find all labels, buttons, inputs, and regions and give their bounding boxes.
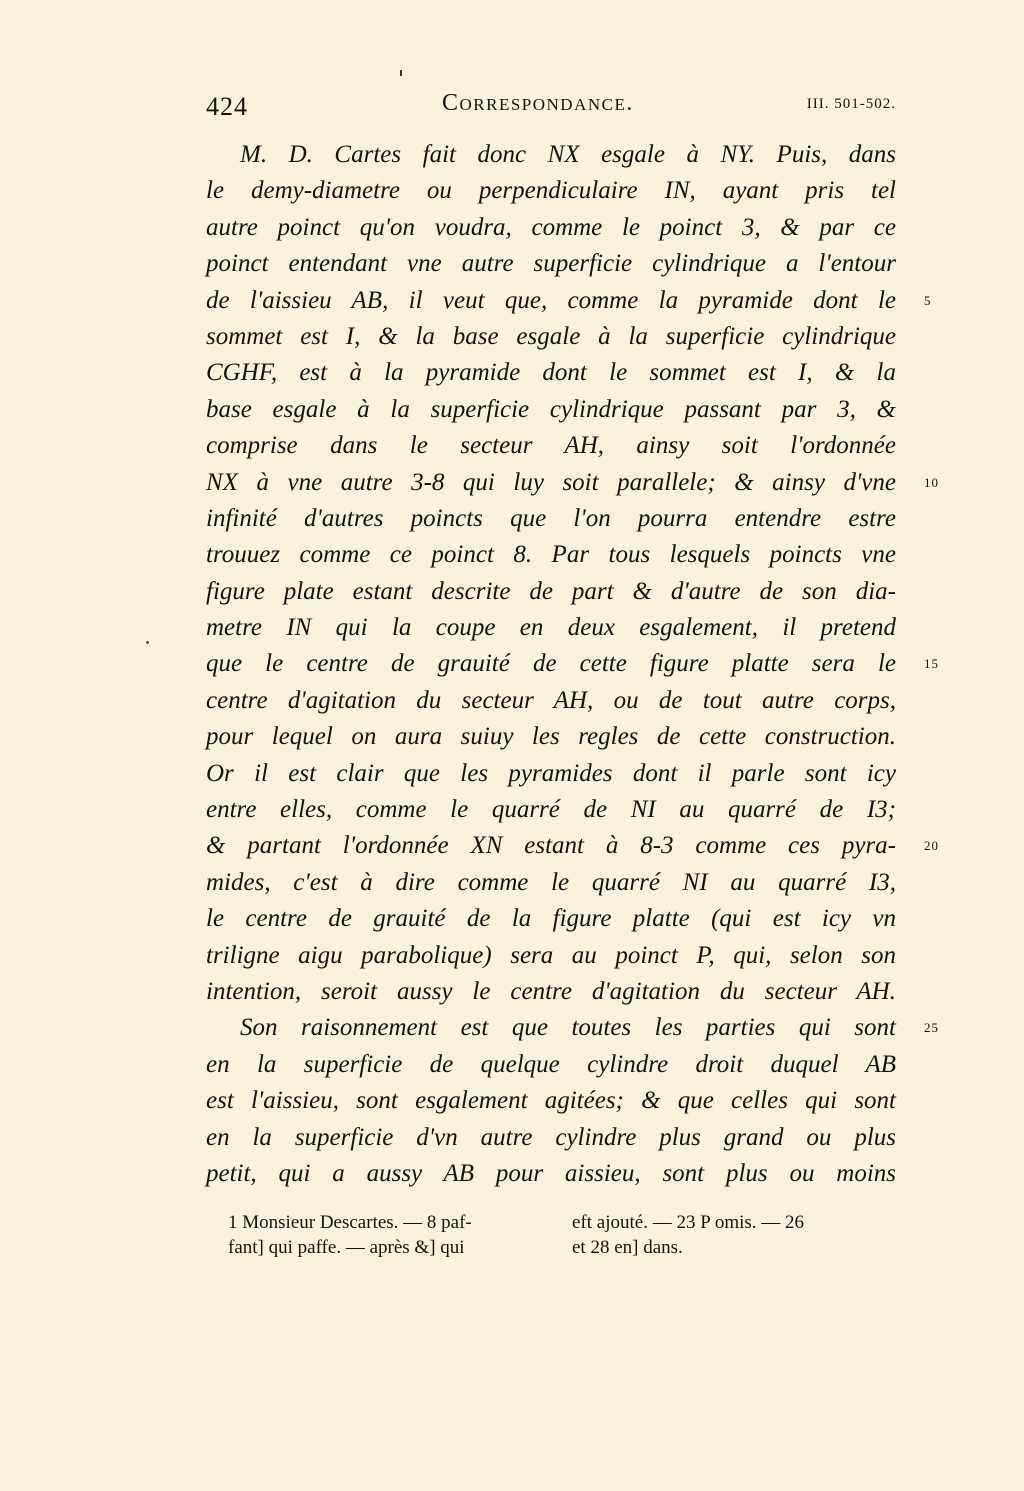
footnote-line: et 28 en] dans. bbox=[572, 1237, 683, 1258]
text-line-content: autre poinct qu'on voudra, comme le poinct 3, & par ce bbox=[206, 213, 896, 241]
page-header bbox=[206, 86, 896, 126]
text-line bbox=[206, 1047, 896, 1083]
footnotes-right-column bbox=[572, 1210, 804, 1260]
line-number: 15 bbox=[924, 656, 939, 672]
text-line bbox=[206, 792, 896, 828]
text-line-content: base esgale à la superficie cylindrique passant par 3, & bbox=[206, 395, 896, 423]
text-line-content: le demy-diametre ou perpendiculaire IN, ayant pris tel bbox=[206, 177, 896, 205]
text-line bbox=[206, 537, 896, 573]
text-line bbox=[206, 901, 896, 937]
line-number: 5 bbox=[924, 292, 932, 308]
text-line bbox=[206, 1120, 896, 1156]
line-number: 10 bbox=[924, 474, 939, 490]
text-line bbox=[206, 501, 896, 537]
running-title: Correspondance. bbox=[442, 90, 634, 116]
text-line-content: M. D. Cartes fait donc NX esgale à NY. Puis, dans bbox=[240, 141, 896, 168]
text-line bbox=[206, 173, 896, 209]
printing-mark bbox=[400, 70, 402, 76]
volume-reference: III. 501-502. bbox=[806, 96, 896, 112]
text-line-content: pour lequel on aura suiuy les regles de cette construction. bbox=[206, 723, 896, 751]
text-line-content: petit, qui a aussy AB pour aissieu, sont plus ou moins bbox=[206, 1159, 896, 1187]
text-line-content: de l'aissieu AB, il veut que, comme la pyramide dont le bbox=[206, 286, 896, 314]
footnote-line: fant] qui paffe. — après &] qui bbox=[228, 1237, 465, 1258]
text-line-content: CGHF, est à la pyramide dont le sommet est I, & la bbox=[206, 359, 896, 387]
text-line bbox=[206, 646, 939, 682]
text-line bbox=[206, 756, 896, 792]
text-line bbox=[206, 465, 939, 501]
text-line bbox=[206, 1010, 939, 1046]
text-line-content: poinct entendant vne autre superficie cylindrique a l'entour bbox=[206, 250, 896, 278]
text-line bbox=[206, 428, 896, 464]
text-line bbox=[206, 719, 896, 755]
text-line-content: Son raisonnement est que toutes les parties qui sont bbox=[240, 1014, 896, 1042]
text-line bbox=[206, 319, 896, 355]
text-line-content: triligne aigu parabolique) sera au poinct P, qui, selon son bbox=[206, 941, 896, 969]
line-number: 20 bbox=[924, 838, 939, 854]
text-line bbox=[206, 283, 932, 319]
text-line-content: intention, seroit aussy le centre d'agitation du secteur AH. bbox=[206, 977, 896, 1005]
text-line bbox=[206, 938, 896, 974]
text-line-content: en la superficie de quelque cylindre droit duquel AB bbox=[206, 1050, 896, 1078]
page-number: 424 bbox=[206, 92, 248, 121]
footnote-line: eft ajouté. — 23 P omis. — 26 bbox=[572, 1212, 805, 1233]
text-line-content: sommet est I, & la base esgale à la superficie cylindrique bbox=[206, 322, 896, 350]
text-line-content: que le centre de grauité de cette figure platte sera le bbox=[206, 650, 896, 678]
text-line bbox=[206, 392, 896, 428]
text-line-content: en la superficie d'vn autre cylindre plus grand ou plus bbox=[206, 1123, 896, 1151]
text-line bbox=[206, 574, 896, 610]
text-line-content: metre IN qui la coupe en deux esgalement, il pretend bbox=[206, 614, 896, 642]
text-line-content: Or il est clair que les pyramides dont il parle sont icy bbox=[206, 759, 896, 787]
text-line bbox=[206, 828, 939, 864]
text-line bbox=[206, 610, 896, 646]
text-line-content: figure plate estant descrite de part & d'autre de son dia- bbox=[206, 577, 896, 605]
footnotes-left-column bbox=[228, 1210, 472, 1260]
text-line-content: & partant l'ordonnée XN estant à 8-3 comme ces pyra- bbox=[206, 832, 896, 860]
text-line-content: mides, c'est à dire comme le quarré NI au quarré I3, bbox=[206, 868, 896, 896]
text-line-content: centre d'agitation du secteur AH, ou de tout autre corps, bbox=[206, 686, 896, 714]
text-line bbox=[206, 137, 896, 173]
text-line bbox=[206, 1083, 896, 1119]
text-line bbox=[206, 246, 896, 282]
text-line bbox=[206, 210, 896, 246]
text-line bbox=[206, 1156, 896, 1192]
text-line-content: entre elles, comme le quarré de NI au quarré de I3; bbox=[206, 796, 896, 824]
text-line-content: infinité d'autres poincts que l'on pourra entendre estre bbox=[206, 504, 896, 532]
line-number: 25 bbox=[924, 1020, 939, 1036]
footnote-line: 1 Monsieur Descartes. — 8 paf- bbox=[228, 1212, 472, 1233]
text-line-content: trouuez comme ce poinct 8. Par tous lesquels poincts vne bbox=[206, 541, 896, 569]
text-line bbox=[206, 865, 896, 901]
text-line-content: est l'aissieu, sont esgalement agitées; & que celles qui sont bbox=[206, 1087, 896, 1115]
paper-speck bbox=[146, 641, 149, 644]
text-line-content: NX à vne autre 3-8 qui luy soit parallele; & ainsy d'vne bbox=[206, 468, 896, 496]
text-line-content: le centre de grauité de la figure platte (qui est icy vn bbox=[206, 905, 896, 933]
text-line-content: comprise dans le secteur AH, ainsy soit l'ordonnée bbox=[206, 432, 896, 460]
body-text bbox=[206, 137, 939, 1192]
text-line bbox=[206, 974, 896, 1010]
text-line bbox=[206, 355, 896, 391]
text-line bbox=[206, 683, 896, 719]
